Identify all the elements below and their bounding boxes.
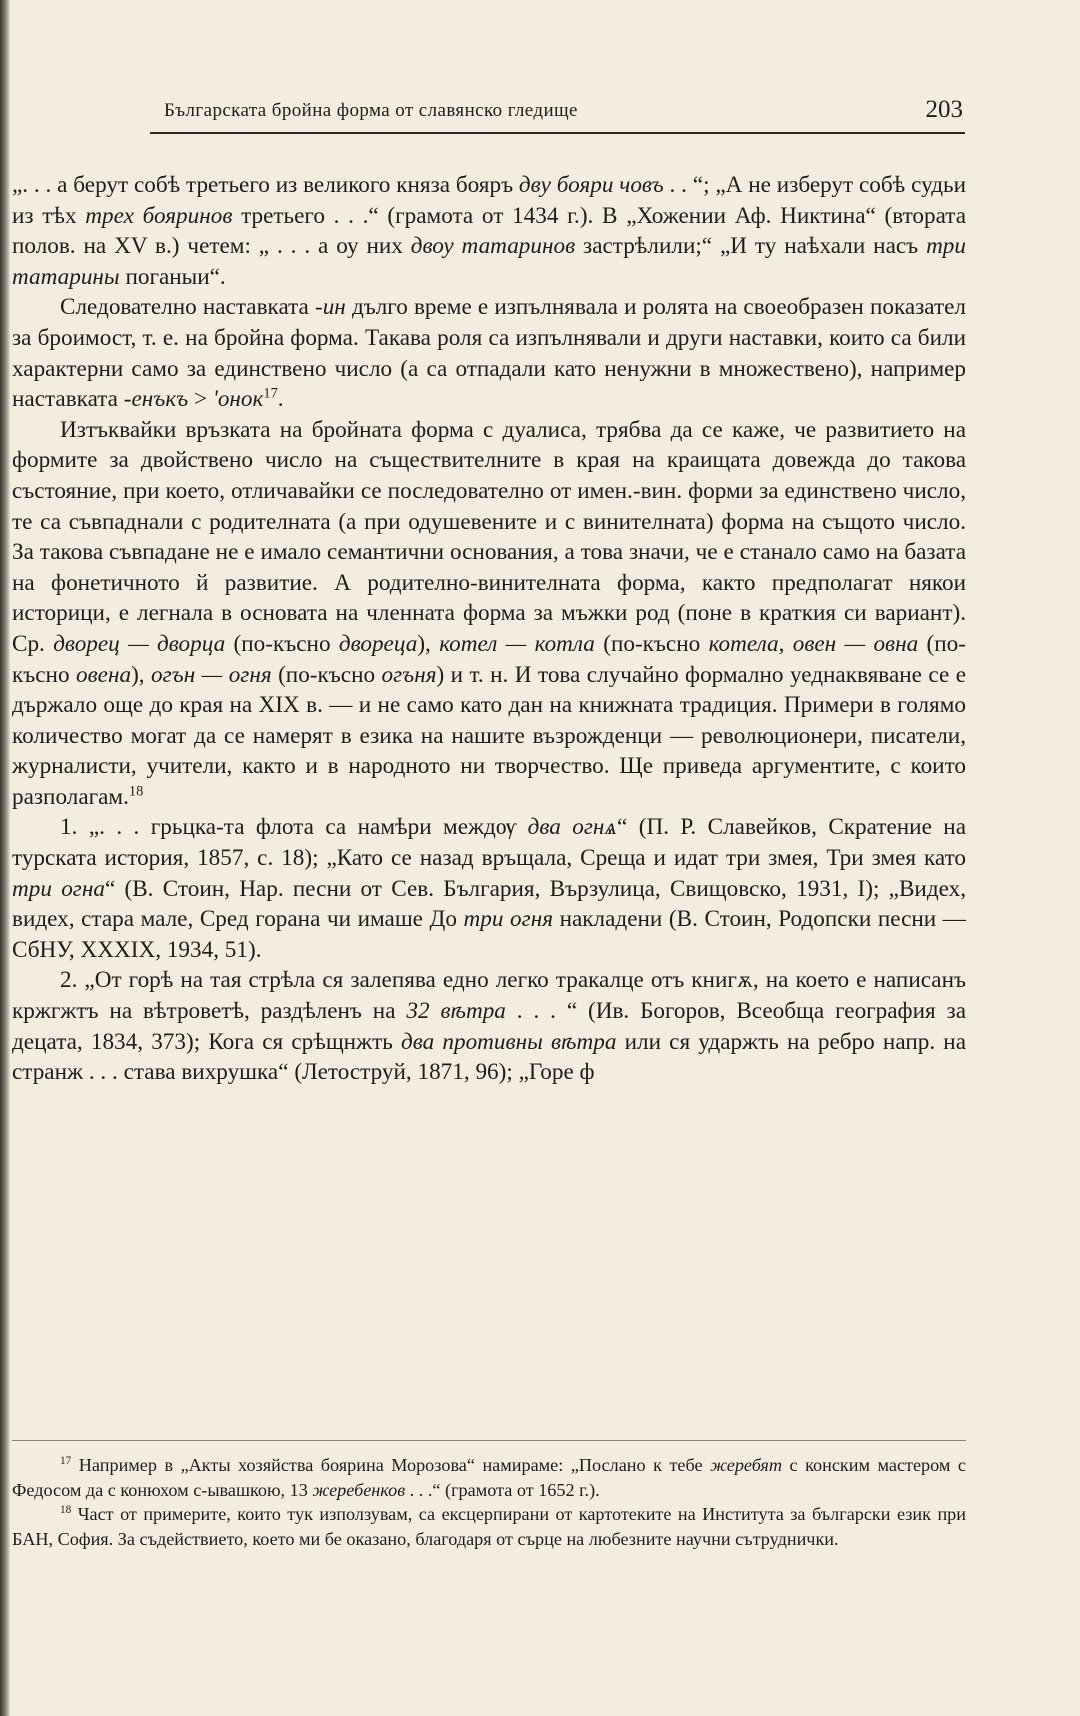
italic-term: -ин [314, 294, 346, 321]
italic-term: жеребенков [312, 1479, 406, 1500]
footnote-divider [12, 1440, 966, 1441]
italic-term: двореца [338, 630, 418, 657]
italic-term: дву бояри [518, 172, 614, 198]
italic-term: три татарины [12, 233, 966, 290]
text-run: ), [417, 630, 440, 657]
text-run: . . “; „А не изберут собѣ судьи из тѣх [12, 172, 966, 229]
footnote-mark: 17 [263, 385, 278, 402]
text-run: (по-късно [225, 630, 339, 657]
footnote-mark: 18 [60, 1503, 72, 1516]
body-paragraph [12, 965, 966, 1087]
italic-term: котел — котла [439, 630, 595, 657]
text-run: 2. „От горѣ на тая стрѣла ся залепява едно легко тракалце отъ книгѫ, на което е написанъ кржгжтъ на вѣтроветѣ, раздѣленъ на [12, 967, 966, 1025]
text-run: с конским мастером с Федосом да с конюхом с-ывашкою, 13 [12, 1455, 966, 1500]
italic-term: овена [76, 661, 132, 688]
page-header [150, 96, 965, 134]
text-run: застрѣлили;“ „И ту наѣхали насъ [575, 233, 927, 260]
italic-term: два противны вѣтра [400, 1028, 617, 1055]
italic-term: три огна [12, 875, 105, 902]
text-run: , [778, 630, 793, 657]
text-run: ) и т. н. И това случайно формално уеднаквяване се е държало още до края на XIX в. — и не само като дан на книжната традиция. Примери в голямо количество могат да се намерят в езика на нашите възрожденци — революционери, писатели, журналисти, учители, както и в народното ни творчество. Ще приведа аргументите, с които разполагам. [12, 661, 966, 810]
footnote [12, 1453, 966, 1502]
text-run: . [277, 386, 284, 413]
footnote-mark: 17 [60, 1454, 72, 1467]
italic-term: два огнѧ [527, 814, 618, 841]
italic-term: огън — огня [151, 661, 272, 688]
text-run: . . .“ (грамота от 1652 г.). [405, 1479, 600, 1500]
italic-term: човъ [619, 172, 664, 198]
italic-term: овен — овна [792, 630, 919, 657]
footnote [12, 1502, 966, 1551]
text-run: > [188, 386, 213, 413]
footnotes [12, 1453, 966, 1551]
italic-term: котела [708, 630, 779, 657]
footnote-mark: 18 [128, 783, 144, 800]
text-run: ), [131, 661, 152, 688]
text-run: Част от примерите, които тук използувам, са ексцерпирани от картотеките на Института за български език при БАН, София. За съдействието, което ми бе оказано, благодаря от сърце на любезните научни сътруднички. [12, 1504, 966, 1549]
text-run: поганыи“. [119, 263, 226, 290]
text-run: Например в „Акты хозяйства боярина Морозова“ намираме: „Послано к тебе [71, 1455, 711, 1475]
text-run: „. . . а берут собѣ третьего из великого княза бояръ [12, 172, 519, 198]
italic-term: 32 вѣтра [406, 998, 506, 1025]
italic-term: жеребят [710, 1455, 783, 1475]
text-run: “ (П. Р. Славейков, Скратение на турската история, 1857, с. 18); „Като се назад връщала, Среща и идат три змея, Три змея като [12, 814, 966, 872]
italic-term: 'онок [212, 386, 264, 413]
text-run: (по-късно [271, 661, 382, 688]
body-paragraph [12, 292, 966, 414]
text-run: “ (В. Стоин, Нар. песни от Сев. България, Вързулица, Свищовско, 1931, I); „Видех, видех, стара мале, Сред горана чи имаше До [12, 875, 966, 933]
italic-term: огъня [381, 661, 437, 688]
text-run: Следователно наставката [60, 294, 315, 321]
italic-term: трех бояринов [85, 202, 233, 229]
text-run: . . . “ (Ив. Богоров, Всеобща география за децата, 1834, 373); Кога ся срѣщнжть [12, 998, 966, 1055]
italic-term: дворец — дворца [53, 630, 226, 657]
book-binding-edge [0, 0, 10, 1716]
text-run: дълго време е изпълнявала и ролята на своеобразен показател за броимост, т. е. на бройна форма. Такава роля са изпълнявали и други наставки, които са били характерни само за единствено число (а са отпадали като ненужни в множествено), например наставката [12, 294, 966, 413]
body-paragraph [12, 170, 966, 292]
text-run: Изтъквайки връзката на бройната форма с дуалиса, трябва да се каже, че развитието на формите за двойствено число на съществителните в края на краищата довежда до такова състояние, при което, отличавайки се последователно от имен.-вин. форми за единствено число, те са съвпаднали с родителната (а при одушевените и с винителната) форма на същото число. За такова съвпадане не е имало семантични основания, а това значи, че е станало само на базата на фонетичното й развитие. А родително-винителната форма, както предполагат някои историци, е легнала в основата на членната форма за мъжки род (поне в краткия си вариант). Ср. [12, 416, 966, 657]
body-paragraph [12, 415, 966, 813]
text-run: 1. „. . . грьцка-та флота са намѣри междѹ [60, 814, 528, 841]
italic-term: двоу татаринов [410, 233, 576, 260]
running-title: Българската бройна форма от славянско гледище [164, 100, 578, 121]
text-run: (по-късно [594, 630, 709, 657]
text-run: или ся ударжть на ребро напр. на странж . . . става вихрушка“ (Летоструй, 1871, 96); „Горе ф [12, 1028, 966, 1086]
body-paragraph [12, 812, 966, 965]
italic-term: три огня [463, 906, 553, 933]
italic-term: -енъкъ [123, 386, 189, 413]
text-run: третьего . . .“ (грамота от 1434 г.). В „Хожении Аф. Никтина“ (втората полов. на XV в.) четем: „ . . . а оу них [12, 202, 966, 260]
text-run: накладени (В. Стоин, Родопски песни — СбНУ, XXXIX, 1934, 51). [12, 906, 966, 963]
page-number: 203 [925, 96, 963, 123]
main-text [12, 170, 966, 1088]
text-run: (по-късно [12, 630, 966, 688]
